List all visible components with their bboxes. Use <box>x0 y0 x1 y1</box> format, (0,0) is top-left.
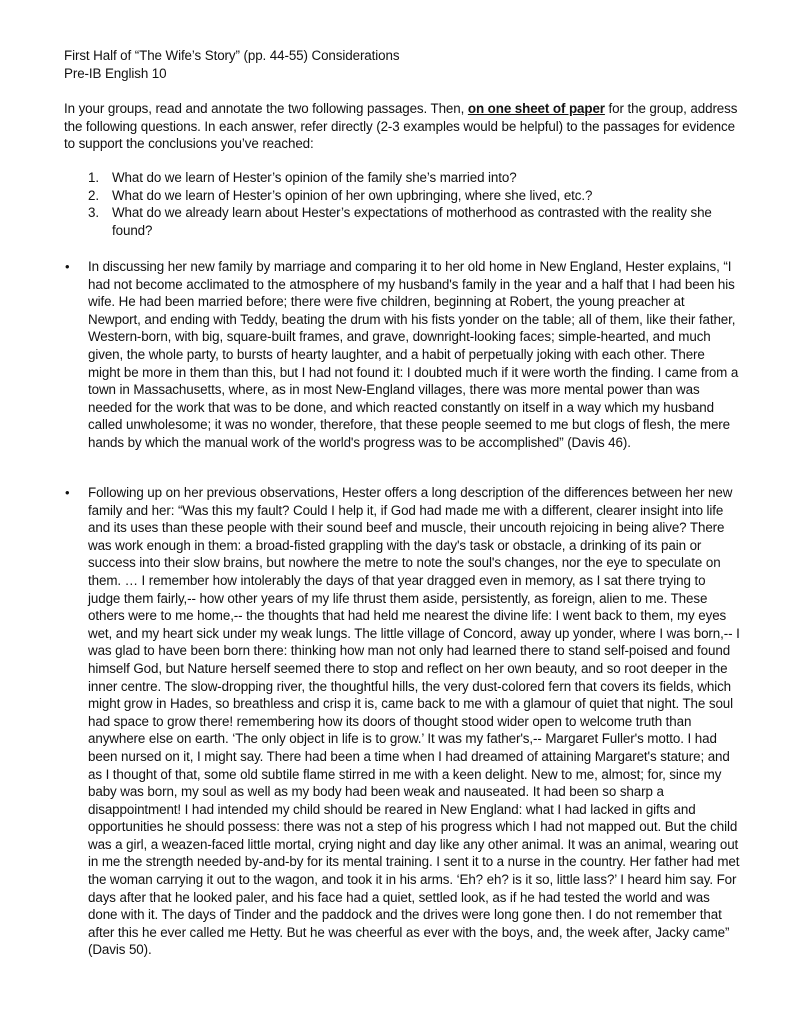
question-list <box>88 169 738 239</box>
question-text: What do we learn of Hester’s opinion of the family she’s married into? <box>112 170 517 185</box>
instructions-text-after: for the group, address the following questions. In each answer, refer directly (2-3 examples would be helpful) to the passages for evidence to support the conclusions you’ve reached: <box>64 101 738 152</box>
question-number: 1. <box>88 170 99 185</box>
passage-text: Following up on her previous observations, Hester offers a long description of the differences between her new family and her: “Was this my fault? Could I help it, if God had made me with a different, clearer insight into life and its uses than these people with their sound beef and muscle, their uncouth rejoicing in being alive? There was work enough in them: a broad-fisted grappling with the day's task or obstacle, a drinking of its pain or success into their slow brains, but nowhere the metre to note the soul's changes, nor the eye to speculate on them. … I remember how intolerably the days of that year dragged even in memory, as I sat there trying to judge them fairly,-- how other years of my life thrust them aside, persistently, as foreign, alien to me. These others were to me home,-- the thoughts that had held me nearest the divine life: I went back to them, my eyes wet, and my heart sick under my weak lungs. The little village of Concord, away up yonder, where I was born,-- I was glad to have been born there: thinking how man not only had learned there to stand self-poised and found himself God, but Nature herself seemed there to stop and reflect on her own beauty, and so root deeper in the inner centre. The slow-dropping river, the thoughtful hills, the very dust-colored fern that covers its fields, which might grow in Hades, so breathless and crisp it is, came back to me with a glamour of quiet that night. The soul had space to grow there! remembering how its doors of thought stood wider open to welcome truth than anywhere else on earth. ‘The only object in life is to grow.’ It was my father's,-- Margaret Fuller's motto. I had been nursed on it, I might say. There had been a time when I had dreamed of attaining Margaret's stature; and as I thought of that, some old subtile flame stirred in me with a keen delight. New to me, almost; for, since my baby was born, my soul as well as my body had been weak and nauseated. It had been so sharp a disappointment! I had intended my child should be reared in New England: what I had lacked in gifts and opportunities he should possess: there was not a step of his progress which I had not mapped out. But the child was a girl, a weazen-faced little mortal, crying night and day like any other animal. It was an animal, wearing out in me the strength needed by-and-by for its mental training. I sent it to a nurse in the country. Her father had met the woman carrying it out to the wagon, and took it in his arms. ‘Eh? eh? is it so, little lass?’ I heard him say. For days after that he looked paler, and his face had a quiet, settled look, as if he had tested the world and was done with it. The days of Tinder and the paddock and the drives were long gone then. I do not remember that after this he ever called me Hetty. But he was cheerful as ever with the boys, and, the week after, Jacky came” (Davis 50). <box>88 485 740 958</box>
bullet-icon: • <box>65 259 70 274</box>
passage-list-2 <box>64 484 740 959</box>
question-item <box>88 169 738 187</box>
instructions-paragraph <box>64 100 740 153</box>
document-title: First Half of “The Wife’s Story” (pp. 44-55) Considerations <box>64 48 400 63</box>
instructions-text-before: In your groups, read and annotate the two following passages. Then, <box>64 101 468 116</box>
question-item <box>88 204 738 239</box>
question-number: 2. <box>88 187 99 203</box>
instructions-emphasis: on one sheet of paper <box>467 101 605 116</box>
passage-text: In discussing her new family by marriage and comparing it to her old home in New England, Hester explains, “I had not become acclimated to the atmosphere of my husband's family in the year and a half that I had been his wife. He had been married before; there were five children, beginning at Robert, the young preacher at Newport, and ending with Teddy, beating the drum with his fists yonder on the table; all of them, like their father, Western-born, with big, square-built frames, and grave, downright-looking faces; simple-hearted, and much given, the whole party, to bursts of hearty laughter, and a habit of perpetually joking with each other. There might be more in them than this, but I had not found it: I doubted much if it were worth the finding. I came from a town in Massachusetts, where, as in most New-England villages, there was more mental power than was needed for the work that was to be done, and which reacted constantly on itself in a way which my husband called unwholesome; it was no wonder, therefore, that these people seemed to me but clogs of flesh, the mere hands by which the manual work of the world's progress was to be accomplished” (Davis 46). <box>88 259 739 450</box>
question-text: What do we learn of Hester’s opinion of her own upbringing, where she lived, etc.? <box>112 187 593 203</box>
document-header <box>64 47 744 82</box>
passage-item <box>64 258 740 452</box>
course-name: Pre-IB English 10 <box>64 65 167 81</box>
question-text: What do we already learn about Hester’s expectations of motherhood as contrasted with the reality she found? <box>112 205 712 238</box>
passage-list-1 <box>64 258 740 452</box>
passage-item <box>64 484 740 959</box>
question-item <box>88 187 738 205</box>
bullet-icon: • <box>65 485 70 500</box>
question-number: 3. <box>88 205 99 221</box>
